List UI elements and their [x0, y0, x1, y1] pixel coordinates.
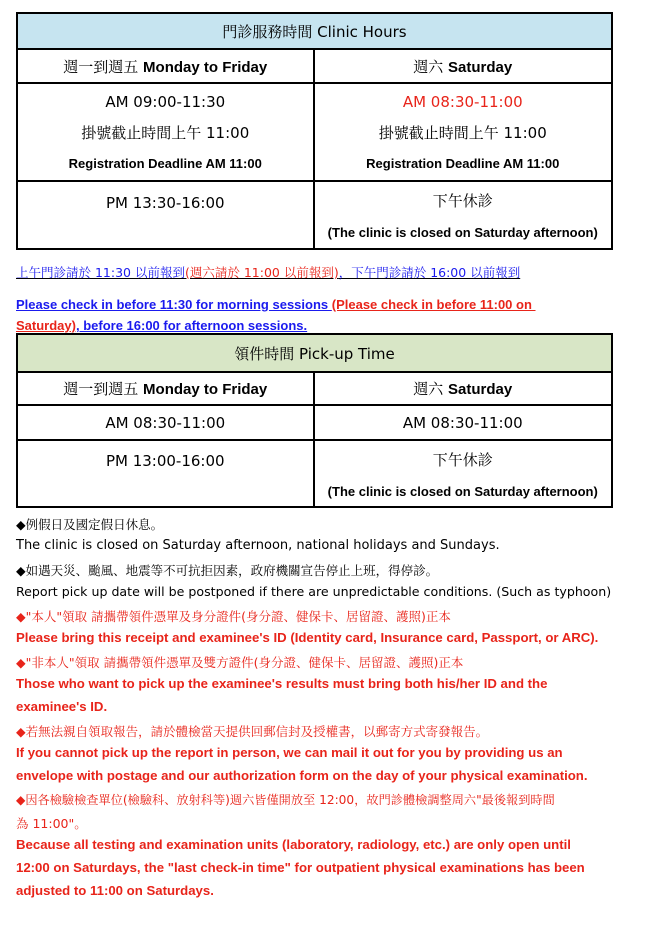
checkin-en-2: (Please check in before 11:00 on: [331, 297, 536, 312]
clinic-hours-title: 門診服務時間 Clinic Hours: [18, 14, 611, 50]
note-mail-en-1: If you cannot pick up the report in person, we can mail it out for you by providing us an: [16, 745, 563, 760]
pickup-saturday-am: AM 08:30-11:00: [402, 413, 523, 432]
checkin-en-4: , before 16:00 for afternoon sessions.: [75, 318, 308, 333]
note-saturday-en-2: 12:00 on Saturdays, the "last check-in time" for outpatient physical examinations has been: [16, 860, 585, 875]
pickup-saturday-header-zh: 週六: [413, 380, 444, 398]
pickup-saturday-header: [315, 373, 612, 404]
pickup-title-text: 領件時間 Pick-up Time: [234, 344, 395, 363]
pickup-saturday-pm-zh: 下午休診: [432, 450, 493, 469]
weekday-am-deadline-en: Registration Deadline AM 11:00: [68, 156, 262, 171]
pickup-weekday-pm-cell: [18, 441, 315, 506]
note-typhoon-en: Report pick up date will be postponed if there are unpredictable conditions. (Such as typhoon): [16, 584, 612, 599]
weekday-am-deadline-zh: 掛號截止時間上午 11:00: [81, 124, 250, 142]
saturday-pm-closed-en: (The clinic is closed on Saturday afternoon): [327, 225, 598, 240]
pickup-time-title: [18, 335, 611, 373]
checkin-zh-3: ，下午門診請於 16:00 以前報到: [338, 265, 521, 280]
checkin-notice-zh: [16, 263, 520, 281]
weekday-header-en: Monday to Friday: [143, 58, 268, 76]
note-proxy-pickup-en-2: examinee's ID.: [16, 699, 108, 714]
note-holidays-en: The clinic is closed on Saturday afternoon, national holidays and Sundays.: [16, 538, 500, 553]
weekday-header-zh: 週一到週五: [63, 57, 139, 76]
pickup-time-table: [16, 333, 613, 508]
checkin-en-1: Please check in before 11:30 for morning sessions: [16, 297, 332, 312]
pickup-saturday-header-en: Saturday: [448, 381, 513, 398]
saturday-am-deadline-zh: 掛號截止時間上午 11:00: [378, 124, 547, 142]
clinic-hours-pm-row: [18, 182, 611, 248]
clinic-hours-header-row: [18, 50, 611, 84]
note-saturday-zh-1: ◆因各檢驗檢查單位(檢驗科、放射科等)週六皆僅開放至 12:00，故門診體檢調整周六"最後報到時間: [16, 793, 555, 807]
clinic-hours-am-row: [18, 84, 611, 182]
weekday-am-time: AM 09:00-11:30: [105, 93, 226, 111]
weekday-am-cell: [18, 84, 315, 180]
note-saturday-zh-2: 為 11:00"。: [16, 816, 87, 831]
note-mail-en-2: envelope with postage and our authorization form on the day of your physical examination.: [16, 768, 588, 783]
note-saturday-en-3: adjusted to 11:00 on Saturdays.: [16, 883, 214, 898]
weekday-column-header: [18, 50, 315, 82]
saturday-am-time: AM 08:30-11:00: [402, 93, 523, 111]
note-saturday-en-1: Because all testing and examination units (laboratory, radiology, etc.) are only open until: [16, 837, 571, 852]
saturday-header-en: Saturday: [448, 58, 513, 76]
note-typhoon-zh: ◆如遇天災、颱風、地震等不可抗拒因素，政府機關宣告停止上班，得停診。: [16, 563, 439, 578]
saturday-pm-cell: [315, 182, 612, 248]
pickup-saturday-pm-cell: [315, 441, 612, 506]
saturday-am-cell: [315, 84, 612, 180]
pickup-weekday-am: AM 08:30-11:00: [18, 406, 315, 439]
note-holidays-zh: ◆例假日及國定假日休息。: [16, 517, 164, 532]
pickup-weekday-header: [18, 373, 315, 404]
note-self-pickup-zh: ◆"本人"領取 請攜帶領件憑單及身分證件(身分證、健保卡、居留證、護照)正本: [16, 609, 451, 624]
note-self-pickup-en: Please bring this receipt and examinee's ID (Identity card, Insurance card, Passport, or ARC).: [16, 630, 599, 645]
saturday-column-header: [315, 50, 612, 82]
saturday-am-deadline-en: Registration Deadline AM 11:00: [366, 156, 560, 171]
checkin-notice-en: [16, 294, 616, 336]
saturday-header-zh: 週六: [413, 57, 444, 76]
pickup-weekday-header-en: Monday to Friday: [143, 381, 268, 398]
pickup-pm-row: [18, 441, 611, 506]
saturday-pm-closed-zh: 下午休診: [432, 192, 493, 210]
checkin-en-3: Saturday): [16, 318, 76, 333]
checkin-zh-2: (週六請於 11:00 以前報到): [184, 265, 339, 280]
pickup-weekday-header-zh: 週一到週五: [63, 380, 139, 398]
clinic-hours-table: [16, 12, 613, 250]
checkin-zh-1: 上午門診請於 11:30 以前報到: [16, 265, 185, 280]
weekday-pm-cell: [18, 182, 315, 248]
weekday-pm-time: PM 13:30-16:00: [105, 194, 225, 212]
note-proxy-pickup-zh: ◆"非本人"領取 請攜帶領件憑單及雙方證件(身分證、健保卡、居留證、護照)正本: [16, 655, 464, 670]
pickup-saturday-pm-en: (The clinic is closed on Saturday afternoon): [327, 483, 598, 499]
note-mail-zh: ◆若無法親自領取報告，請於體檢當天提供回郵信封及授權書，以郵寄方式寄發報告。: [16, 724, 489, 739]
pickup-header-row: [18, 373, 611, 406]
pickup-weekday-pm: PM 13:00-16:00: [105, 452, 225, 470]
pickup-am-row: [18, 406, 611, 441]
note-proxy-pickup-en-1: Those who want to pick up the examinee's results must bring both his/her ID and the: [16, 676, 548, 691]
